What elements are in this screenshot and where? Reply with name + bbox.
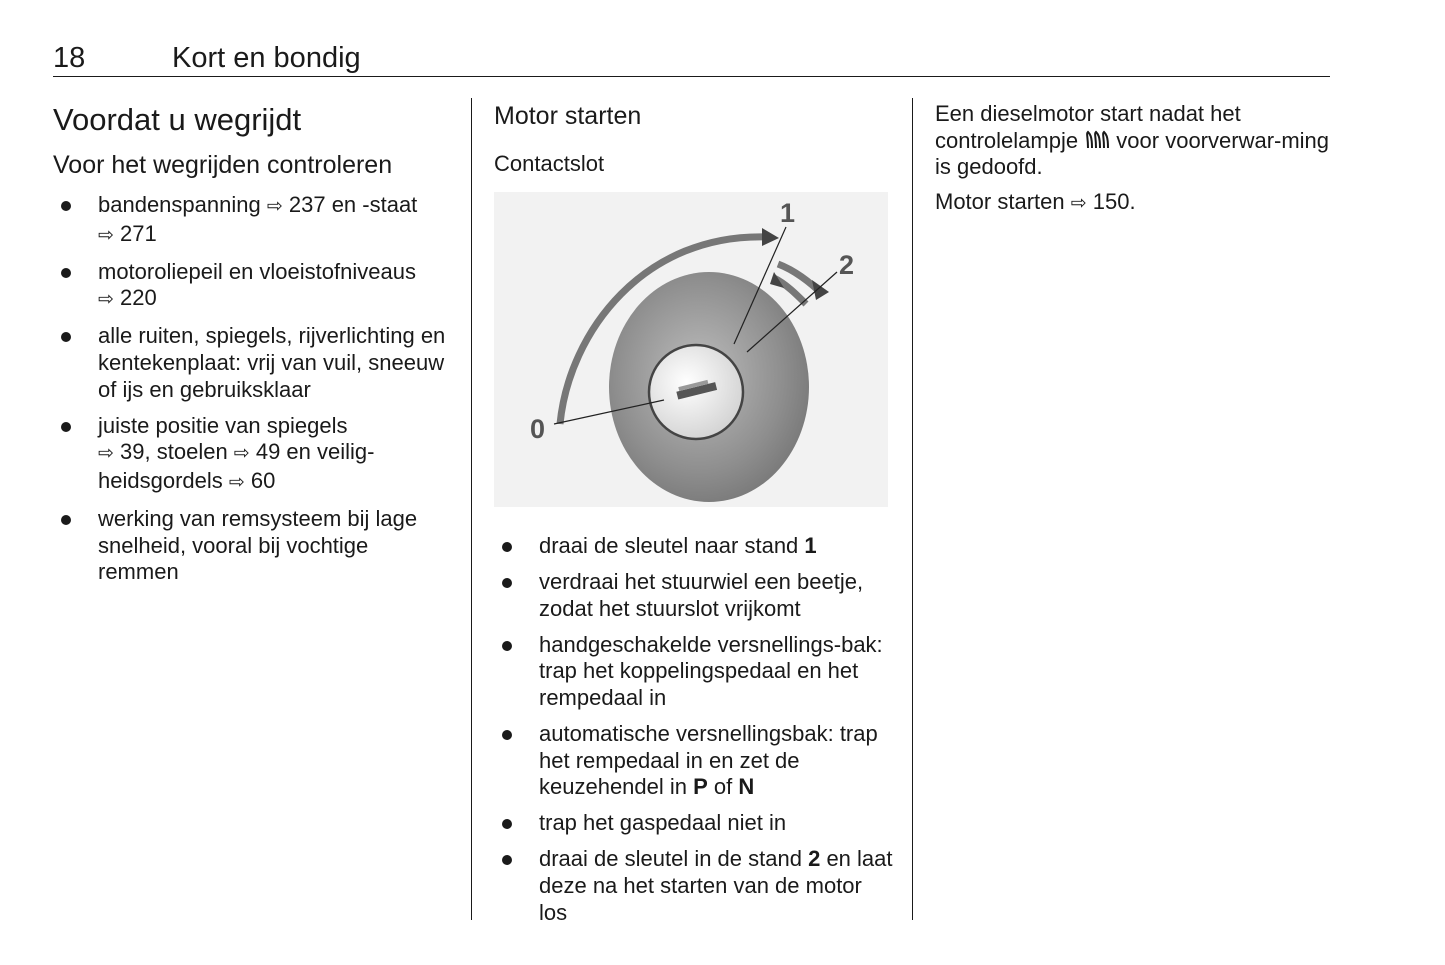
ignition-switch-illustration <box>494 192 888 507</box>
subsection-heading: Contactslot <box>494 151 605 176</box>
bullet-icon <box>502 578 512 588</box>
list-item: handgeschakelde versnellings-bak: trap het koppelingspedaal en het rempedaal in <box>494 632 894 712</box>
chapter-title: Kort en bondig <box>172 42 361 74</box>
bullet-icon <box>502 819 512 829</box>
bullet-icon <box>61 422 71 432</box>
page-header <box>53 40 1330 77</box>
checklist <box>53 192 453 586</box>
list-item: automatische versnellingsbak: trap het rempedaal in en zet de keuzehendel in P of N <box>494 721 894 801</box>
start-steps-list <box>494 533 894 926</box>
arrow-ref-icon: ⇨ <box>228 471 245 493</box>
arrow-ref-icon: ⇨ <box>98 224 114 246</box>
list-item: juiste positie van spiegels ⇨ 39, stoelen ⇨ 49 en veilig- heidsgordels ⇨ 60 <box>53 413 453 497</box>
bullet-icon <box>61 332 71 342</box>
paragraph: Een dieselmotor start nadat het controlelampje voor voorverwar-ming is gedoofd. <box>935 101 1330 180</box>
page-number: 18 <box>53 42 86 74</box>
ignition-switch-figure <box>494 192 888 507</box>
glow-plug-icon <box>1084 130 1110 150</box>
bullet-icon <box>502 542 512 552</box>
column-1 <box>53 96 453 595</box>
list-item: draai de sleutel in de stand 2 en laat deze na het starten van de motor los <box>494 846 894 926</box>
bullet-icon <box>61 268 71 278</box>
arrow-ref-icon: ⇨ <box>98 289 114 311</box>
bullet-icon <box>61 201 71 211</box>
list-item: motoroliepeil en vloeistofniveaus ⇨ 220 <box>53 259 453 314</box>
bullet-icon <box>61 515 71 525</box>
paragraph: Motor starten ⇨ 150. <box>935 189 1330 218</box>
arrow-ref-icon: ⇨ <box>266 196 283 217</box>
position-label-2: 2 <box>839 250 855 280</box>
list-item: verdraai het stuurwiel een beetje, zodat het stuurslot vrijkomt <box>494 569 894 622</box>
list-item: alle ruiten, spiegels, rijverlichting en kentekenplaat: vrij van vuil, sneeuw of ijs en gebruiksklaar <box>53 323 453 403</box>
section-heading: Motor starten <box>494 102 642 130</box>
arrow-ref-icon: ⇨ <box>233 443 250 465</box>
list-item: draai de sleutel naar stand 1 <box>494 533 894 560</box>
arrow-ref-icon: ⇨ <box>98 443 114 465</box>
list-item: bandenspanning ⇨ 237 en -staat ⇨ 271 <box>53 192 453 249</box>
list-item: werking van remsysteem bij lage snelheid, vooral bij vochtige remmen <box>53 506 453 586</box>
bullet-icon <box>502 730 512 740</box>
column-2 <box>494 96 894 936</box>
position-label-1: 1 <box>780 198 796 228</box>
arrow-ref-icon: ⇨ <box>1070 192 1087 214</box>
arrow-head-icon <box>762 228 779 246</box>
bullet-icon <box>502 641 512 651</box>
column-3 <box>935 96 1330 225</box>
section-heading: Voordat u wegrijdt <box>53 102 302 137</box>
column-divider <box>912 98 913 920</box>
column-divider <box>471 98 472 920</box>
subsection-heading: Voor het wegrijden controleren <box>53 151 393 179</box>
position-label-0: 0 <box>530 414 546 444</box>
bullet-icon <box>502 855 512 865</box>
list-item: trap het gaspedaal niet in <box>494 810 894 837</box>
